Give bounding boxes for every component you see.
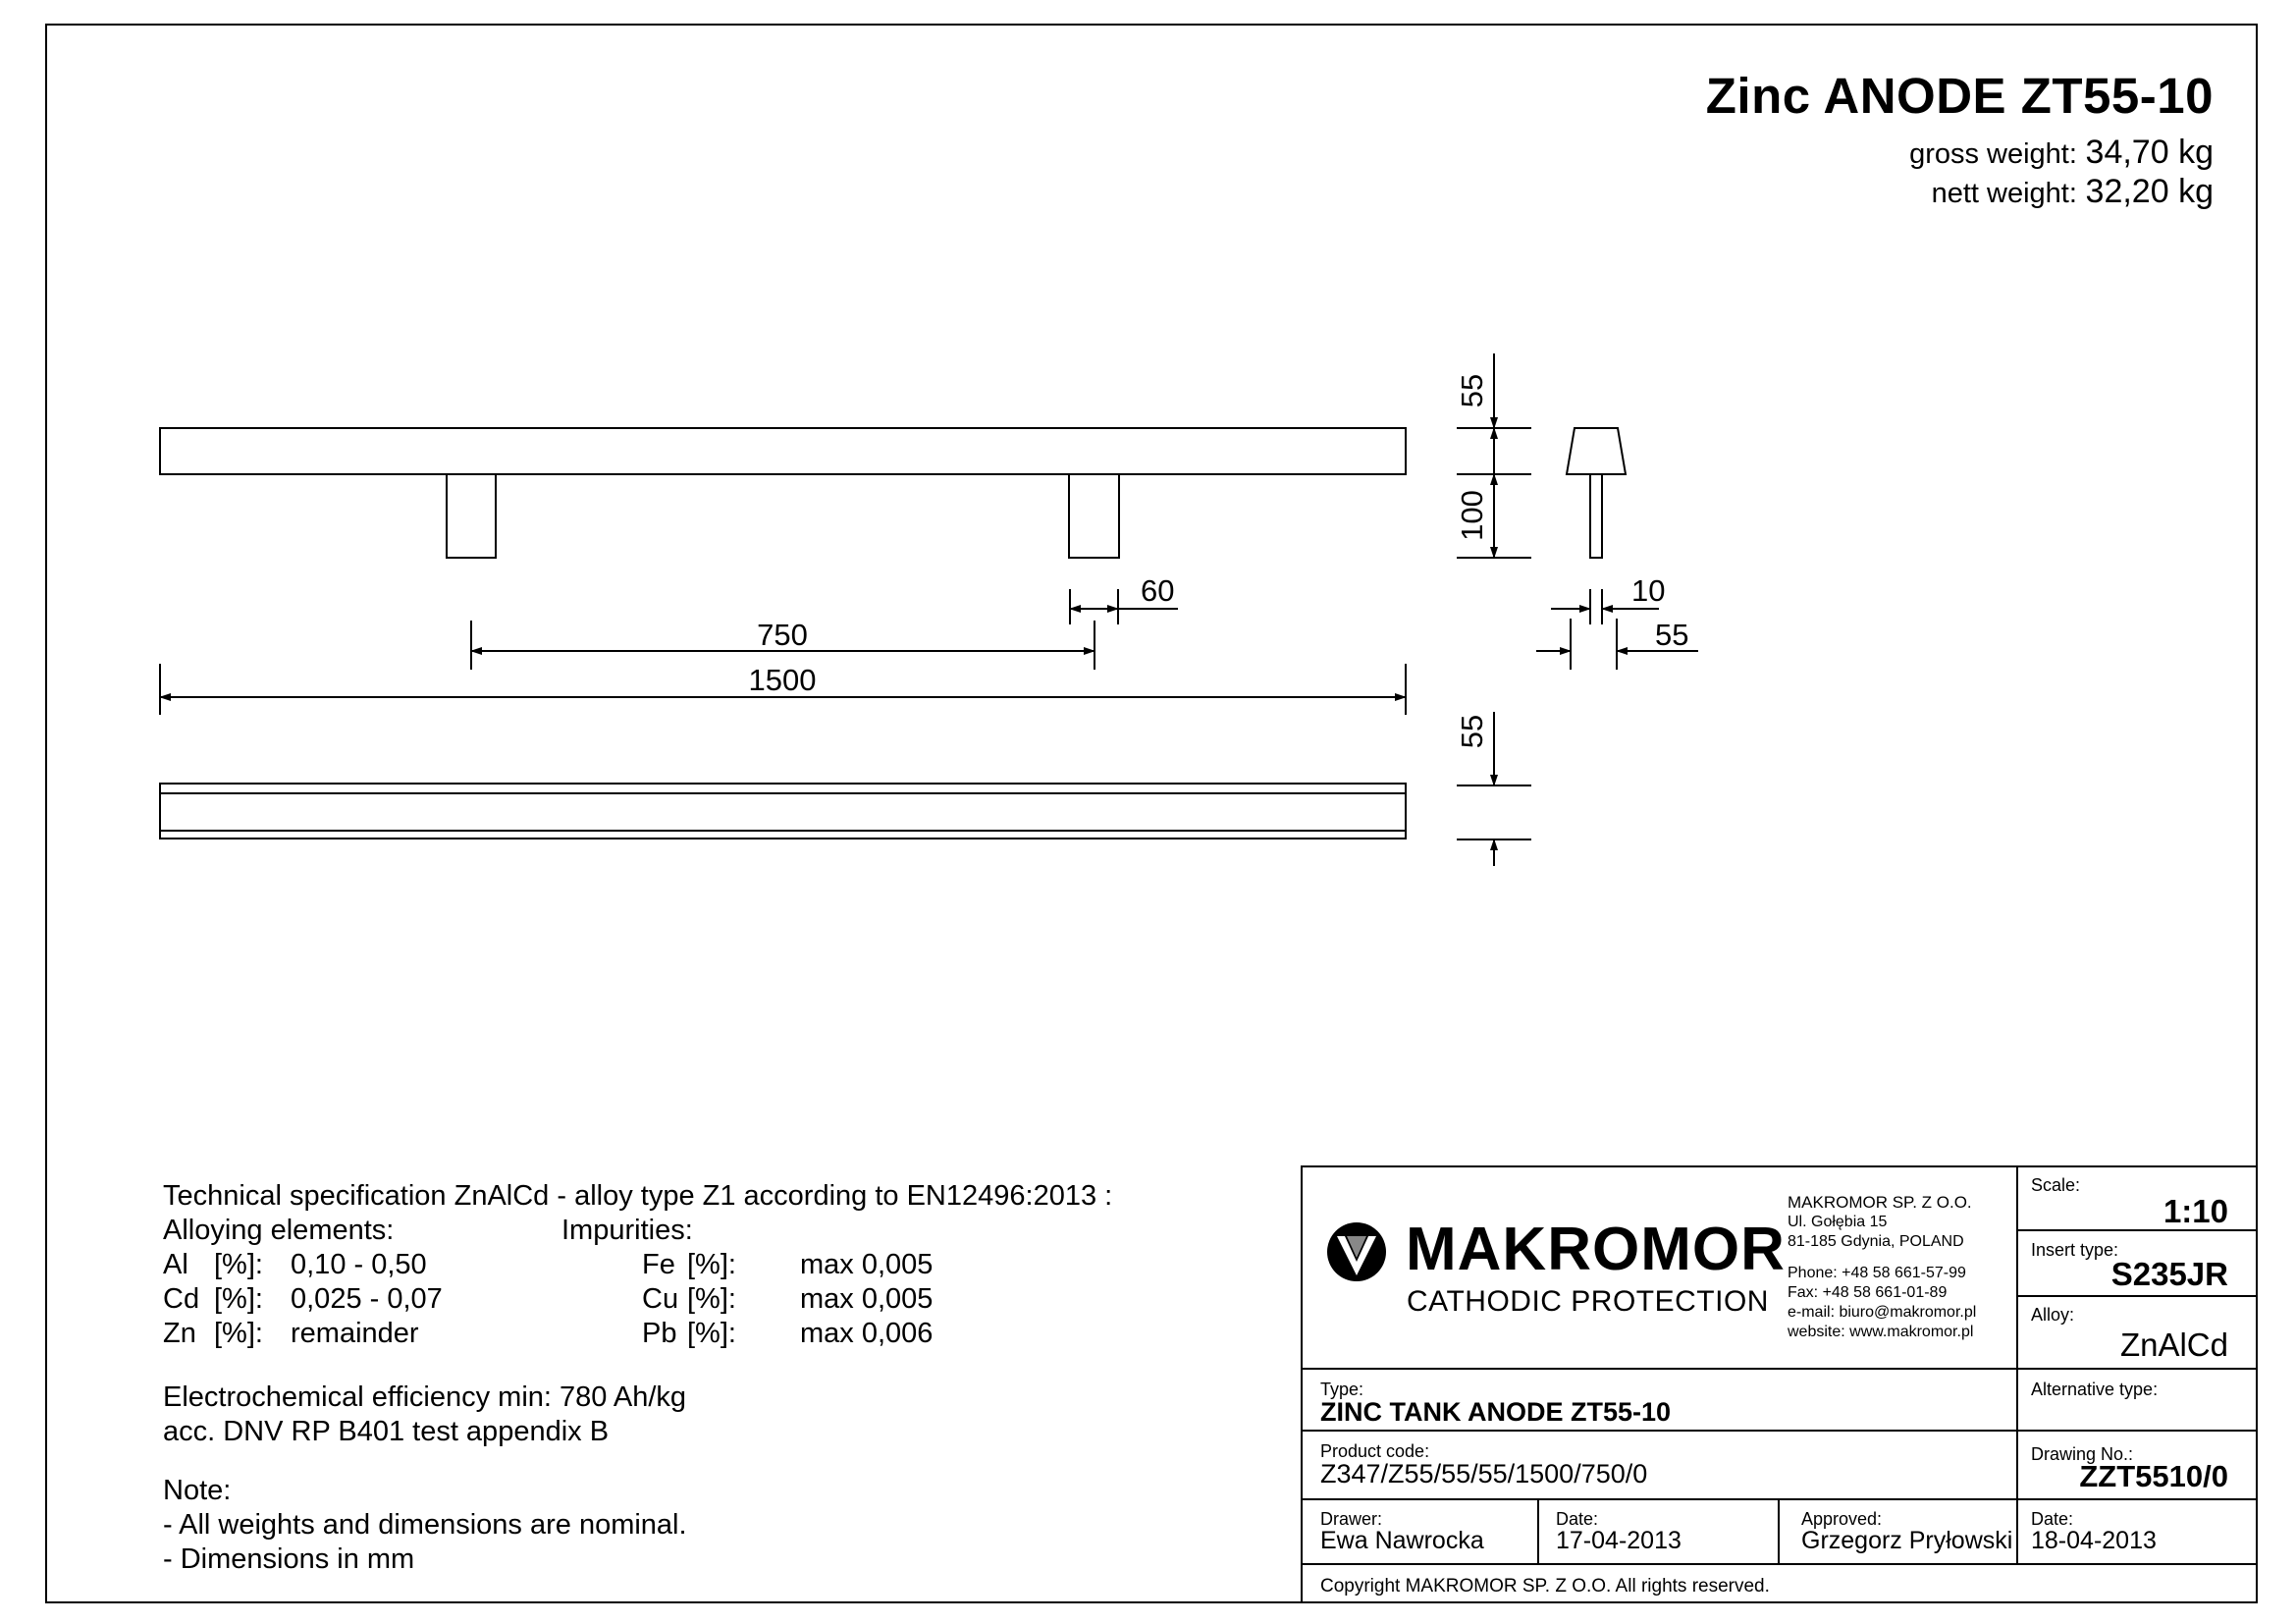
dim-10: 10 <box>1631 573 1666 608</box>
alloy-al-unit: [%]: <box>214 1249 263 1280</box>
company-email: e-mail: biuro@makromor.pl <box>1788 1304 1977 1321</box>
insert-type-label: Insert type: <box>2031 1240 2119 1260</box>
drawer-label: Drawer: <box>1320 1509 1383 1529</box>
type-label: Type: <box>1320 1380 1364 1399</box>
company-website: website: www.makromor.pl <box>1788 1324 1974 1340</box>
company-phone: Phone: +48 58 661-57-99 <box>1788 1265 1966 1281</box>
copyright: Copyright MAKROMOR SP. Z O.O. All rights reserved. <box>1320 1576 1770 1597</box>
note-1: - All weights and dimensions are nominal. <box>163 1509 687 1541</box>
dim-55-bottom: 55 <box>1455 714 1489 749</box>
efficiency-line-2: acc. DNV RP B401 test appendix B <box>163 1416 610 1447</box>
alloy-label: Alloy: <box>2031 1305 2075 1325</box>
impurities-heading: Impurities: <box>561 1215 693 1246</box>
dim-750: 750 <box>757 618 808 652</box>
impurity-cu-element: Cu <box>642 1283 679 1315</box>
title-block <box>1301 1165 2258 1603</box>
anode-leg-left <box>447 474 496 558</box>
drawer-value: Ewa Nawrocka <box>1320 1527 1484 1554</box>
approved-label: Approved: <box>1801 1509 1883 1529</box>
date-approved-label: Date: <box>2031 1509 2074 1529</box>
approved-value: Grzegorz Pryłowski <box>1801 1527 2013 1554</box>
dim-1500: 1500 <box>748 663 817 697</box>
alloy-al-value: 0,10 - 0,50 <box>291 1249 427 1280</box>
date-drawn-label: Date: <box>1556 1509 1599 1529</box>
dim-55-top: 55 <box>1455 373 1489 408</box>
impurity-cu-unit: [%]: <box>687 1283 736 1315</box>
impurity-cu-value: max 0,005 <box>800 1283 934 1315</box>
nett-weight-value: 32,20 kg <box>2085 173 2214 210</box>
date-approved-value: 18-04-2013 <box>2031 1527 2157 1554</box>
alloy-cd-element: Cd <box>163 1283 200 1315</box>
product-code-value: Z347/Z55/55/55/1500/750/0 <box>1320 1459 1648 1489</box>
alloy-cd-unit: [%]: <box>214 1283 263 1315</box>
scale-label: Scale: <box>2031 1175 2081 1195</box>
note-2: - Dimensions in mm <box>163 1543 415 1575</box>
date-drawn-value: 17-04-2013 <box>1556 1527 1682 1554</box>
drawing-number-value: ZZT5510/0 <box>2079 1459 2228 1493</box>
alloy-zn-value: remainder <box>291 1318 419 1349</box>
drawing-title: Zinc ANODE ZT55-10 <box>1705 68 2214 124</box>
logo-subtitle: CATHODIC PROTECTION <box>1407 1285 1769 1318</box>
logo-name: MAKROMOR <box>1406 1216 1786 1283</box>
company-name: MAKROMOR SP. Z O.O. <box>1788 1193 1972 1212</box>
gross-weight-label: gross weight: <box>1909 138 2077 170</box>
impurity-pb-unit: [%]: <box>687 1318 736 1349</box>
nett-weight-label: nett weight: <box>1931 178 2077 209</box>
company-fax: Fax: +48 58 661-01-89 <box>1788 1284 1948 1301</box>
makromor-logo-icon <box>1325 1220 1388 1283</box>
impurity-fe-element: Fe <box>642 1249 675 1280</box>
alloy-cd-value: 0,025 - 0,07 <box>291 1283 443 1315</box>
alloy-zn-element: Zn <box>163 1318 196 1349</box>
dim-100: 100 <box>1455 490 1489 541</box>
anode-bar-front <box>160 428 1406 474</box>
company-info <box>1788 1193 1976 1342</box>
note-heading: Note: <box>163 1475 232 1506</box>
alloy-al-element: Al <box>163 1249 188 1280</box>
gross-weight-value: 34,70 kg <box>2085 134 2214 171</box>
efficiency-line-1: Electrochemical efficiency min: 780 Ah/kg <box>163 1381 687 1413</box>
insert-type-value: S235JR <box>2110 1256 2228 1292</box>
dim-60: 60 <box>1141 573 1175 608</box>
dim-55-side: 55 <box>1655 618 1689 652</box>
drawing-number-label: Drawing No.: <box>2031 1444 2134 1464</box>
scale-value: 1:10 <box>2163 1193 2228 1229</box>
impurity-pb-value: max 0,006 <box>800 1318 934 1349</box>
company-city: 81-185 Gdynia, POLAND <box>1788 1233 1964 1250</box>
alternative-type-label: Alternative type: <box>2031 1380 2159 1399</box>
impurity-fe-unit: [%]: <box>687 1249 736 1280</box>
alloy-zn-unit: [%]: <box>214 1318 263 1349</box>
product-code-label: Product code: <box>1320 1441 1430 1461</box>
impurity-pb-element: Pb <box>642 1318 677 1349</box>
type-value: ZINC TANK ANODE ZT55-10 <box>1320 1397 1672 1427</box>
spec-heading: Technical specification ZnAlCd - alloy type Z1 according to EN12496:2013 : <box>163 1180 1113 1212</box>
anode-leg-right <box>1069 474 1119 558</box>
alloy-value: ZnAlCd <box>2119 1326 2228 1363</box>
company-street: Ul. Gołębia 15 <box>1788 1214 1888 1230</box>
anode-side-view <box>1567 428 1626 474</box>
impurity-fe-value: max 0,005 <box>800 1249 934 1280</box>
alloying-heading: Alloying elements: <box>163 1215 395 1246</box>
